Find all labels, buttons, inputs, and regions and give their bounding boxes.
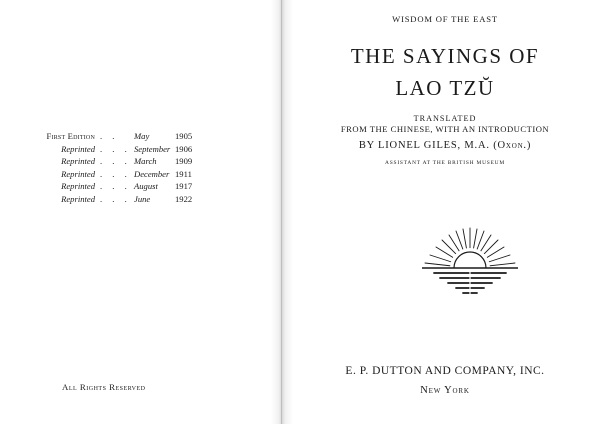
- rising-sun-emblem-icon: [420, 222, 520, 307]
- rights-notice: All Rights Reserved: [62, 382, 146, 392]
- edition-row: [0, 180, 276, 193]
- title-page: [290, 0, 600, 424]
- publisher-city: New York: [420, 385, 470, 396]
- edition-row: [0, 130, 276, 143]
- edition-label: First Edition: [46, 131, 95, 141]
- edition-year: 1906: [175, 143, 193, 154]
- edition-dots: . . .: [100, 156, 131, 166]
- gutter-fold-line: [281, 0, 282, 424]
- edition-label: Reprinted: [61, 168, 95, 179]
- edition-year: 1905: [175, 131, 193, 141]
- book-title-line-2: LAO TZŬ: [395, 76, 495, 100]
- author-line: [290, 140, 600, 151]
- edition-year: 1922: [175, 193, 193, 204]
- edition-month: March: [134, 156, 157, 166]
- author-degree: (Oxon.): [493, 140, 532, 151]
- series-name: WISDOM OF THE EAST: [392, 14, 498, 24]
- rising-sun-icon: [420, 222, 520, 302]
- book-title-line-1: THE SAYINGS OF: [350, 44, 540, 68]
- author-name: BY LIONEL GILES, M.A.: [358, 140, 494, 151]
- edition-year: 1911: [175, 168, 192, 179]
- edition-label: Reprinted: [61, 143, 95, 154]
- edition-label: Reprinted: [61, 193, 95, 204]
- edition-dots: . . .: [100, 168, 131, 179]
- edition-month: June: [134, 193, 151, 204]
- translated-line: TRANSLATED: [413, 114, 477, 123]
- edition-year: 1917: [175, 181, 193, 191]
- edition-label: Reprinted: [61, 156, 95, 166]
- edition-row: [0, 193, 276, 206]
- edition-dots: . .: [100, 131, 119, 141]
- edition-label: Reprinted: [61, 181, 95, 191]
- publisher-name: E. P. DUTTON AND COMPANY, INC.: [345, 365, 545, 377]
- edition-row: [0, 143, 276, 156]
- edition-row: [0, 155, 276, 168]
- edition-dots: . . .: [100, 181, 131, 191]
- author-position: ASSISTANT AT THE BRITISH MUSEUM: [385, 160, 505, 166]
- edition-history: [0, 130, 276, 205]
- edition-month: August: [134, 181, 158, 191]
- edition-month: December: [134, 168, 170, 179]
- edition-month: May: [134, 131, 150, 141]
- edition-month: September: [134, 143, 171, 154]
- edition-year: 1909: [175, 156, 193, 166]
- edition-row: [0, 168, 276, 181]
- left-page: [0, 0, 276, 424]
- translation-source-line: FROM THE CHINESE, WITH AN INTRODUCTION: [340, 124, 550, 134]
- edition-dots: . . .: [100, 193, 131, 204]
- edition-dots: . . .: [100, 143, 131, 154]
